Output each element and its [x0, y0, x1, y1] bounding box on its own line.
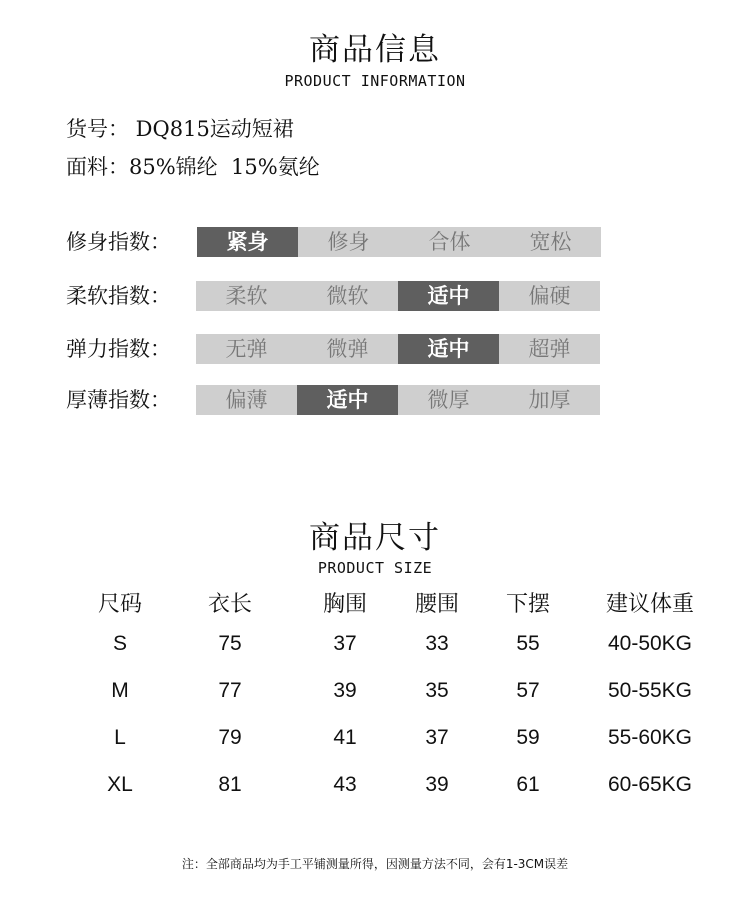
cell-waist: 35 [425, 679, 449, 702]
cell-length: 77 [218, 679, 242, 702]
header-weight: 建议体重 [605, 592, 694, 617]
measurement-note: 注：全部商品均为手工平铺测量所得，因测量方法不同，会有1-3CM误差 [181, 857, 569, 871]
table-row [60, 627, 720, 661]
header-hem: 下摆 [505, 592, 550, 617]
cell-bust: 43 [333, 773, 357, 796]
cell-weight: 40-50KG [607, 632, 693, 655]
header-waist: 腰围 [414, 592, 459, 617]
cell-size: XL [107, 773, 133, 796]
softness-option: 适中 [398, 281, 499, 311]
thickness-index-label: 厚薄指数： [66, 388, 171, 412]
cell-weight: 60-65KG [607, 773, 693, 796]
fabric-composition: 面料：85%锦纶 15%氨纶 [66, 155, 320, 179]
elasticity-index-bar [196, 334, 600, 364]
thickness-option: 微厚 [427, 388, 470, 412]
cell-weight: 55-60KG [607, 726, 693, 749]
header-size: 尺码 [97, 592, 142, 617]
cell-length: 75 [218, 632, 242, 655]
thickness-index-row [66, 385, 606, 415]
softness-index-label: 柔软指数： [66, 284, 171, 308]
elasticity-index-row [66, 334, 606, 364]
size-table-header [60, 588, 720, 622]
cell-length: 81 [218, 773, 242, 796]
product-info-title: 商品信息 [309, 32, 441, 68]
cell-waist: 39 [425, 773, 449, 796]
fit-index-label: 修身指数： [66, 230, 171, 254]
elasticity-option: 适中 [398, 334, 499, 364]
thickness-option: 加厚 [528, 388, 571, 412]
fit-option: 合体 [428, 230, 471, 254]
cell-hem: 55 [516, 632, 540, 655]
cell-bust: 41 [333, 726, 357, 749]
cell-hem: 59 [516, 726, 540, 749]
cell-size: L [114, 726, 126, 749]
cell-waist: 33 [425, 632, 449, 655]
cell-weight: 50-55KG [607, 679, 693, 702]
thickness-option: 适中 [297, 385, 398, 415]
softness-option: 柔软 [225, 284, 268, 308]
softness-index-row [66, 281, 606, 311]
fit-index-row [66, 227, 606, 257]
cell-size: M [111, 679, 129, 702]
cell-hem: 61 [516, 773, 540, 796]
table-row [60, 768, 720, 802]
softness-index-bar [196, 281, 600, 311]
table-row [60, 674, 720, 708]
fit-option: 修身 [327, 230, 370, 254]
cell-bust: 37 [333, 632, 357, 655]
cell-bust: 39 [333, 679, 357, 702]
table-row [60, 721, 720, 755]
item-number: 货号： DQ815运动短裙 [66, 117, 294, 141]
size-section-title: 商品尺寸 [309, 520, 441, 556]
fit-index-bar [197, 227, 601, 257]
header-length: 衣长 [207, 592, 252, 617]
cell-hem: 57 [516, 679, 540, 702]
elasticity-option: 无弹 [225, 337, 268, 361]
fit-option: 紧身 [197, 227, 298, 257]
cell-length: 79 [218, 726, 242, 749]
cell-size: S [112, 632, 127, 655]
product-info-subtitle: PRODUCT INFORMATION [284, 72, 466, 90]
cell-waist: 37 [425, 726, 449, 749]
header-bust: 胸围 [322, 592, 367, 617]
fit-option: 宽松 [529, 230, 572, 254]
softness-option: 微软 [326, 284, 369, 308]
thickness-index-bar [196, 385, 600, 415]
size-section-subtitle: PRODUCT SIZE [317, 559, 433, 577]
elasticity-option: 微弹 [326, 337, 369, 361]
softness-option: 偏硬 [528, 284, 571, 308]
elasticity-index-label: 弹力指数： [66, 337, 171, 361]
thickness-option: 偏薄 [225, 388, 268, 412]
elasticity-option: 超弹 [528, 337, 571, 361]
